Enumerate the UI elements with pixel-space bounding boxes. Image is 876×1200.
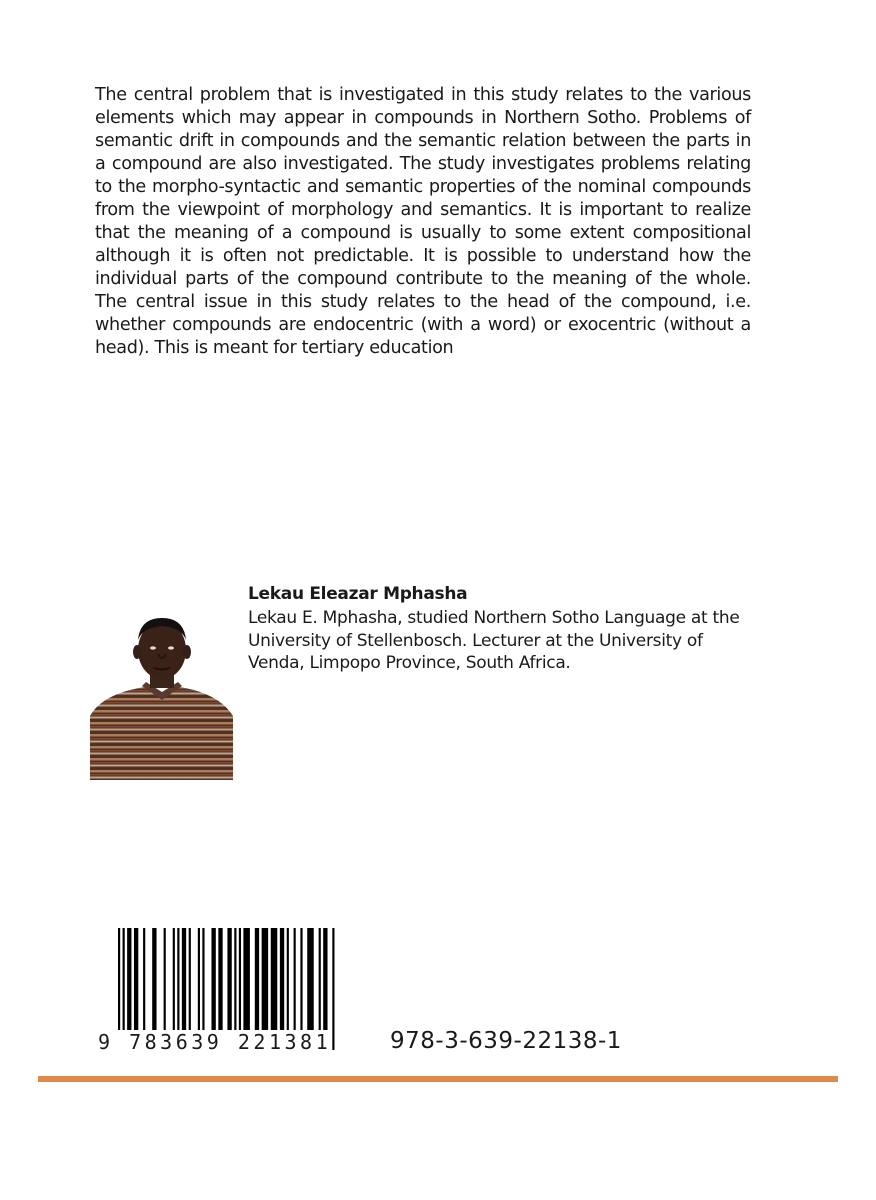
author-photo [90, 588, 233, 780]
author-name: Lekau Eleazar Mphasha [248, 584, 468, 604]
author-bio: Lekau E. Mphasha, studied Northern Sotho Language at the University of Stellenbosch. Lecturer at the University of Venda, Limpopo Province, South Africa. [248, 608, 740, 673]
isbn-number: 978-3-639-22138-1 [390, 1028, 622, 1054]
author-portrait-image [90, 588, 233, 780]
barcode-digits: 9 783639 221381 [98, 1030, 332, 1054]
accent-rule [38, 1076, 838, 1082]
back-cover-blurb: The central problem that is investigated in this study relates to the various elements which may appear in compounds in Northern Sotho. Problems of semantic drift in compounds and the semantic relation between the parts in a compound are also investigated. The study investigates problems relating to the morpho-syntactic and semantic properties of the nominal compounds from the viewpoint of morphology and semantics. It is important to realize that the meaning of a compound is usually to some extent compositional although it is often not predictable. It is possible to understand how the individual parts of the compound contribute to the meaning of the whole. The central issue in this study relates to the head of the compound, i.e. whether compounds are endocentric (with a word) or exocentric (without a head). This is meant for tertiary education [95, 85, 751, 358]
